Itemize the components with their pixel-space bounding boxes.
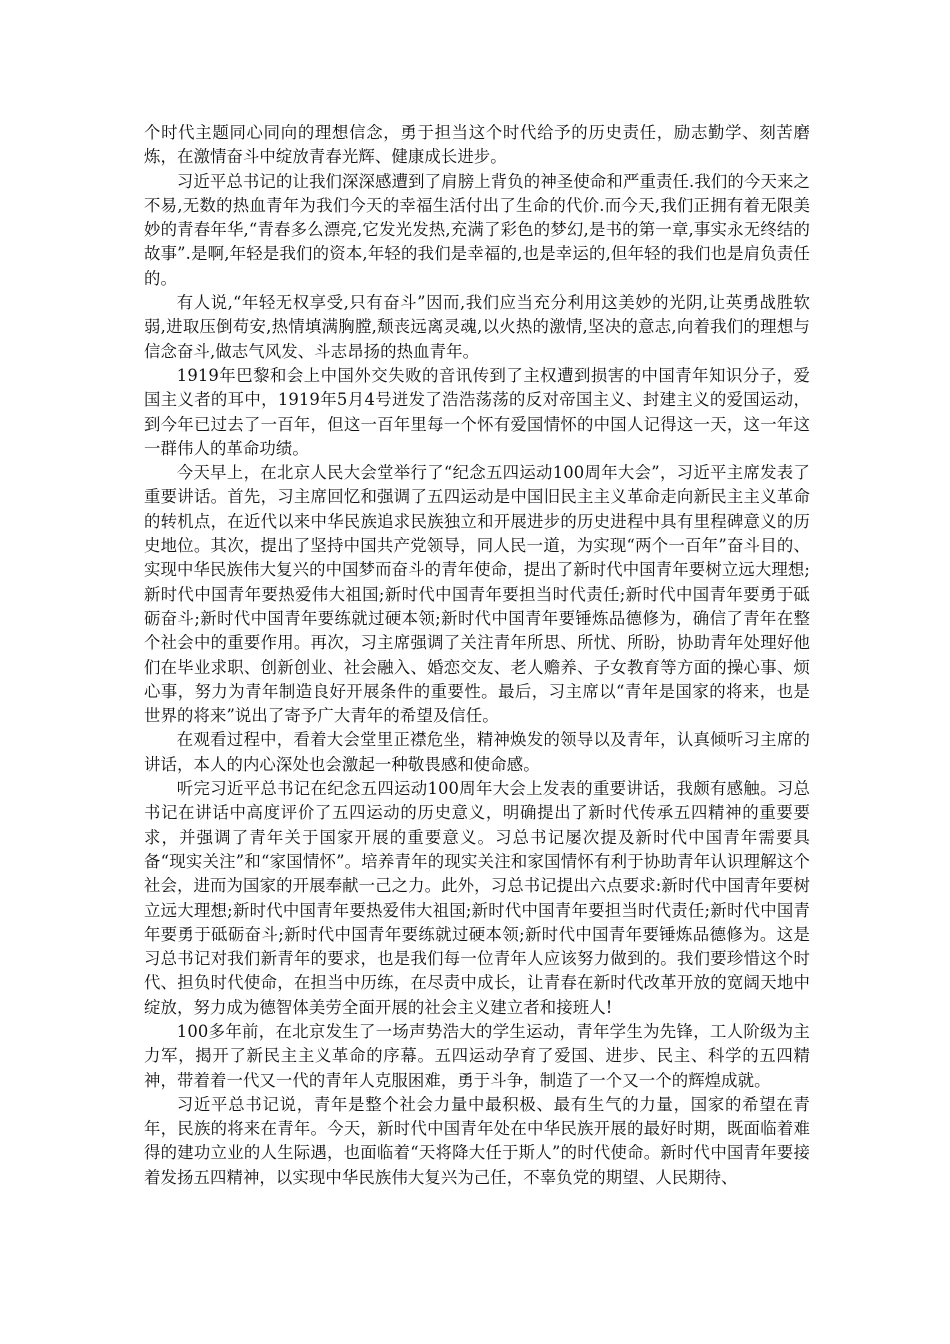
document-page — [144, 121, 810, 1190]
paragraph: 1919年巴黎和会上中国外交失败的音讯传到了主权遭到损害的中国青年知识分子，爱国主义者的耳中，1919年5月4号迸发了浩浩荡荡的反对帝国主义、封建主义的爱国运动，到今年已过去了一百年，但这一百年里每一个怀有爱国情怀的中国人记得这一天，这一年这一群伟人的革命功绩。 — [144, 365, 810, 458]
paragraph: 在观看过程中，看着大会堂里正襟危坐，精神焕发的领导以及青年，认真倾听习主席的讲话，本人的内心深处也会激起一种敬畏感和使命感。 — [144, 730, 810, 774]
paragraph: 习近平总书记的让我们深深感遭到了肩膀上背负的神圣使命和严重责任.我们的今天来之不易,无数的热血青年为我们今天的幸福生活付出了生命的代价.而今天,我们正拥有着无限美妙的青春年华,“青春多么漂亮,它发光发热,充满了彩色的梦幻,是书的第一章,事实永无终结的故事”.是啊,年轻是我们的资本,年轻的我们是幸福的,也是幸运的,但年轻的我们也是肩负责任的。 — [144, 171, 810, 288]
paragraph-continued: 个时代主题同心同向的理想信念，勇于担当这个时代给予的历史责任，励志勤学、刻苦磨炼，在激情奋斗中绽放青春光辉、健康成长进步。 — [144, 123, 810, 167]
paragraph: 有人说,“年轻无权享受,只有奋斗”因而,我们应当充分利用这美妙的光阴,让英勇战胜软弱,进取压倒苟安,热情填满胸膛,颓丧远离灵魂,以火热的激情,坚决的意志,向着我们的理想与信念奋斗,做志气风发、斗志昂扬的热血青年。 — [144, 293, 810, 361]
paragraph: 习近平总书记说，青年是整个社会力量中最积极、最有生气的力量，国家的希望在青年，民族的将来在青年。今天，新时代中国青年处在中华民族开展的最好时期，既面临着难得的建功立业的人生际遇，也面临着“天将降大任于斯人”的时代使命。新时代中国青年要接着发扬五四精神，以实现中华民族伟大复兴为己任，不辜负党的期望、人民期待、 — [144, 1094, 810, 1187]
paragraph: 今天早上，在北京人民大会堂举行了“纪念五四运动100周年大会”，习近平主席发表了重要讲话。首先，习主席回忆和强调了五四运动是中国旧民主主义革命走向新民主主义革命的转机点，在近代以来中华民族追求民族独立和开展进步的历史进程中具有里程碑意义的历史地位。其次，提出了坚持中国共产党领导，同人民一道，为实现“两个一百年”奋斗目的、实现中华民族伟大复兴的中国梦而奋斗的青年使命，提出了新时代中国青年要树立远大理想;新时代中国青年要热爱伟大祖国;新时代中国青年要担当时代责任;新时代中国青年要勇于砥砺奋斗;新时代中国青年要练就过硬本领;新时代中国青年要锤炼品德修为，确信了青年在整个社会中的重要作用。再次，习主席强调了关注青年所思、所忧、所盼，协助青年处理好他们在毕业求职、创新创业、社会融入、婚恋交友、老人赡养、子女教育等方面的操心事、烦心事，努力为青年制造良好开展条件的重要性。最后，习主席以“青年是国家的将来，也是世界的将来”说出了寄予广大青年的希望及信任。 — [144, 463, 810, 726]
paragraph: 听完习近平总书记在纪念五四运动100周年大会上发表的重要讲话，我颇有感触。习总书记在讲话中高度评价了五四运动的历史意义，明确提出了新时代传承五四精神的重要要求，并强调了青年关于国家开展的重要意义。习总书记屡次提及新时代中国青年需要具备“现实关注”和“家国情怀”。培养青年的现实关注和家国情怀有利于协助青年认识理解这个社会，进而为国家的开展奉献一己之力。此外，习总书记提出六点要求:新时代中国青年要树立远大理想;新时代中国青年要热爱伟大祖国;新时代中国青年要担当时代责任;新时代中国青年要勇于砥砺奋斗;新时代中国青年要练就过硬本领;新时代中国青年要锤炼品德修为。这是习总书记对我们新青年的要求，也是我们每一位青年人应该努力做到的。我们要珍惜这个时代、担负时代使命，在担当中历练，在尽责中成长，让青春在新时代改革开放的宽阔天地中绽放，努力成为德智体美劳全面开展的社会主义建立者和接班人! — [144, 779, 810, 1017]
paragraph: 100多年前，在北京发生了一场声势浩大的学生运动，青年学生为先锋，工人阶级为主力军，揭开了新民主主义革命的序幕。五四运动孕育了爱国、进步、民主、科学的五四精神，带着着一代又一代的青年人克服困难，勇于斗争，制造了一个又一个的辉煌成就。 — [144, 1021, 810, 1090]
